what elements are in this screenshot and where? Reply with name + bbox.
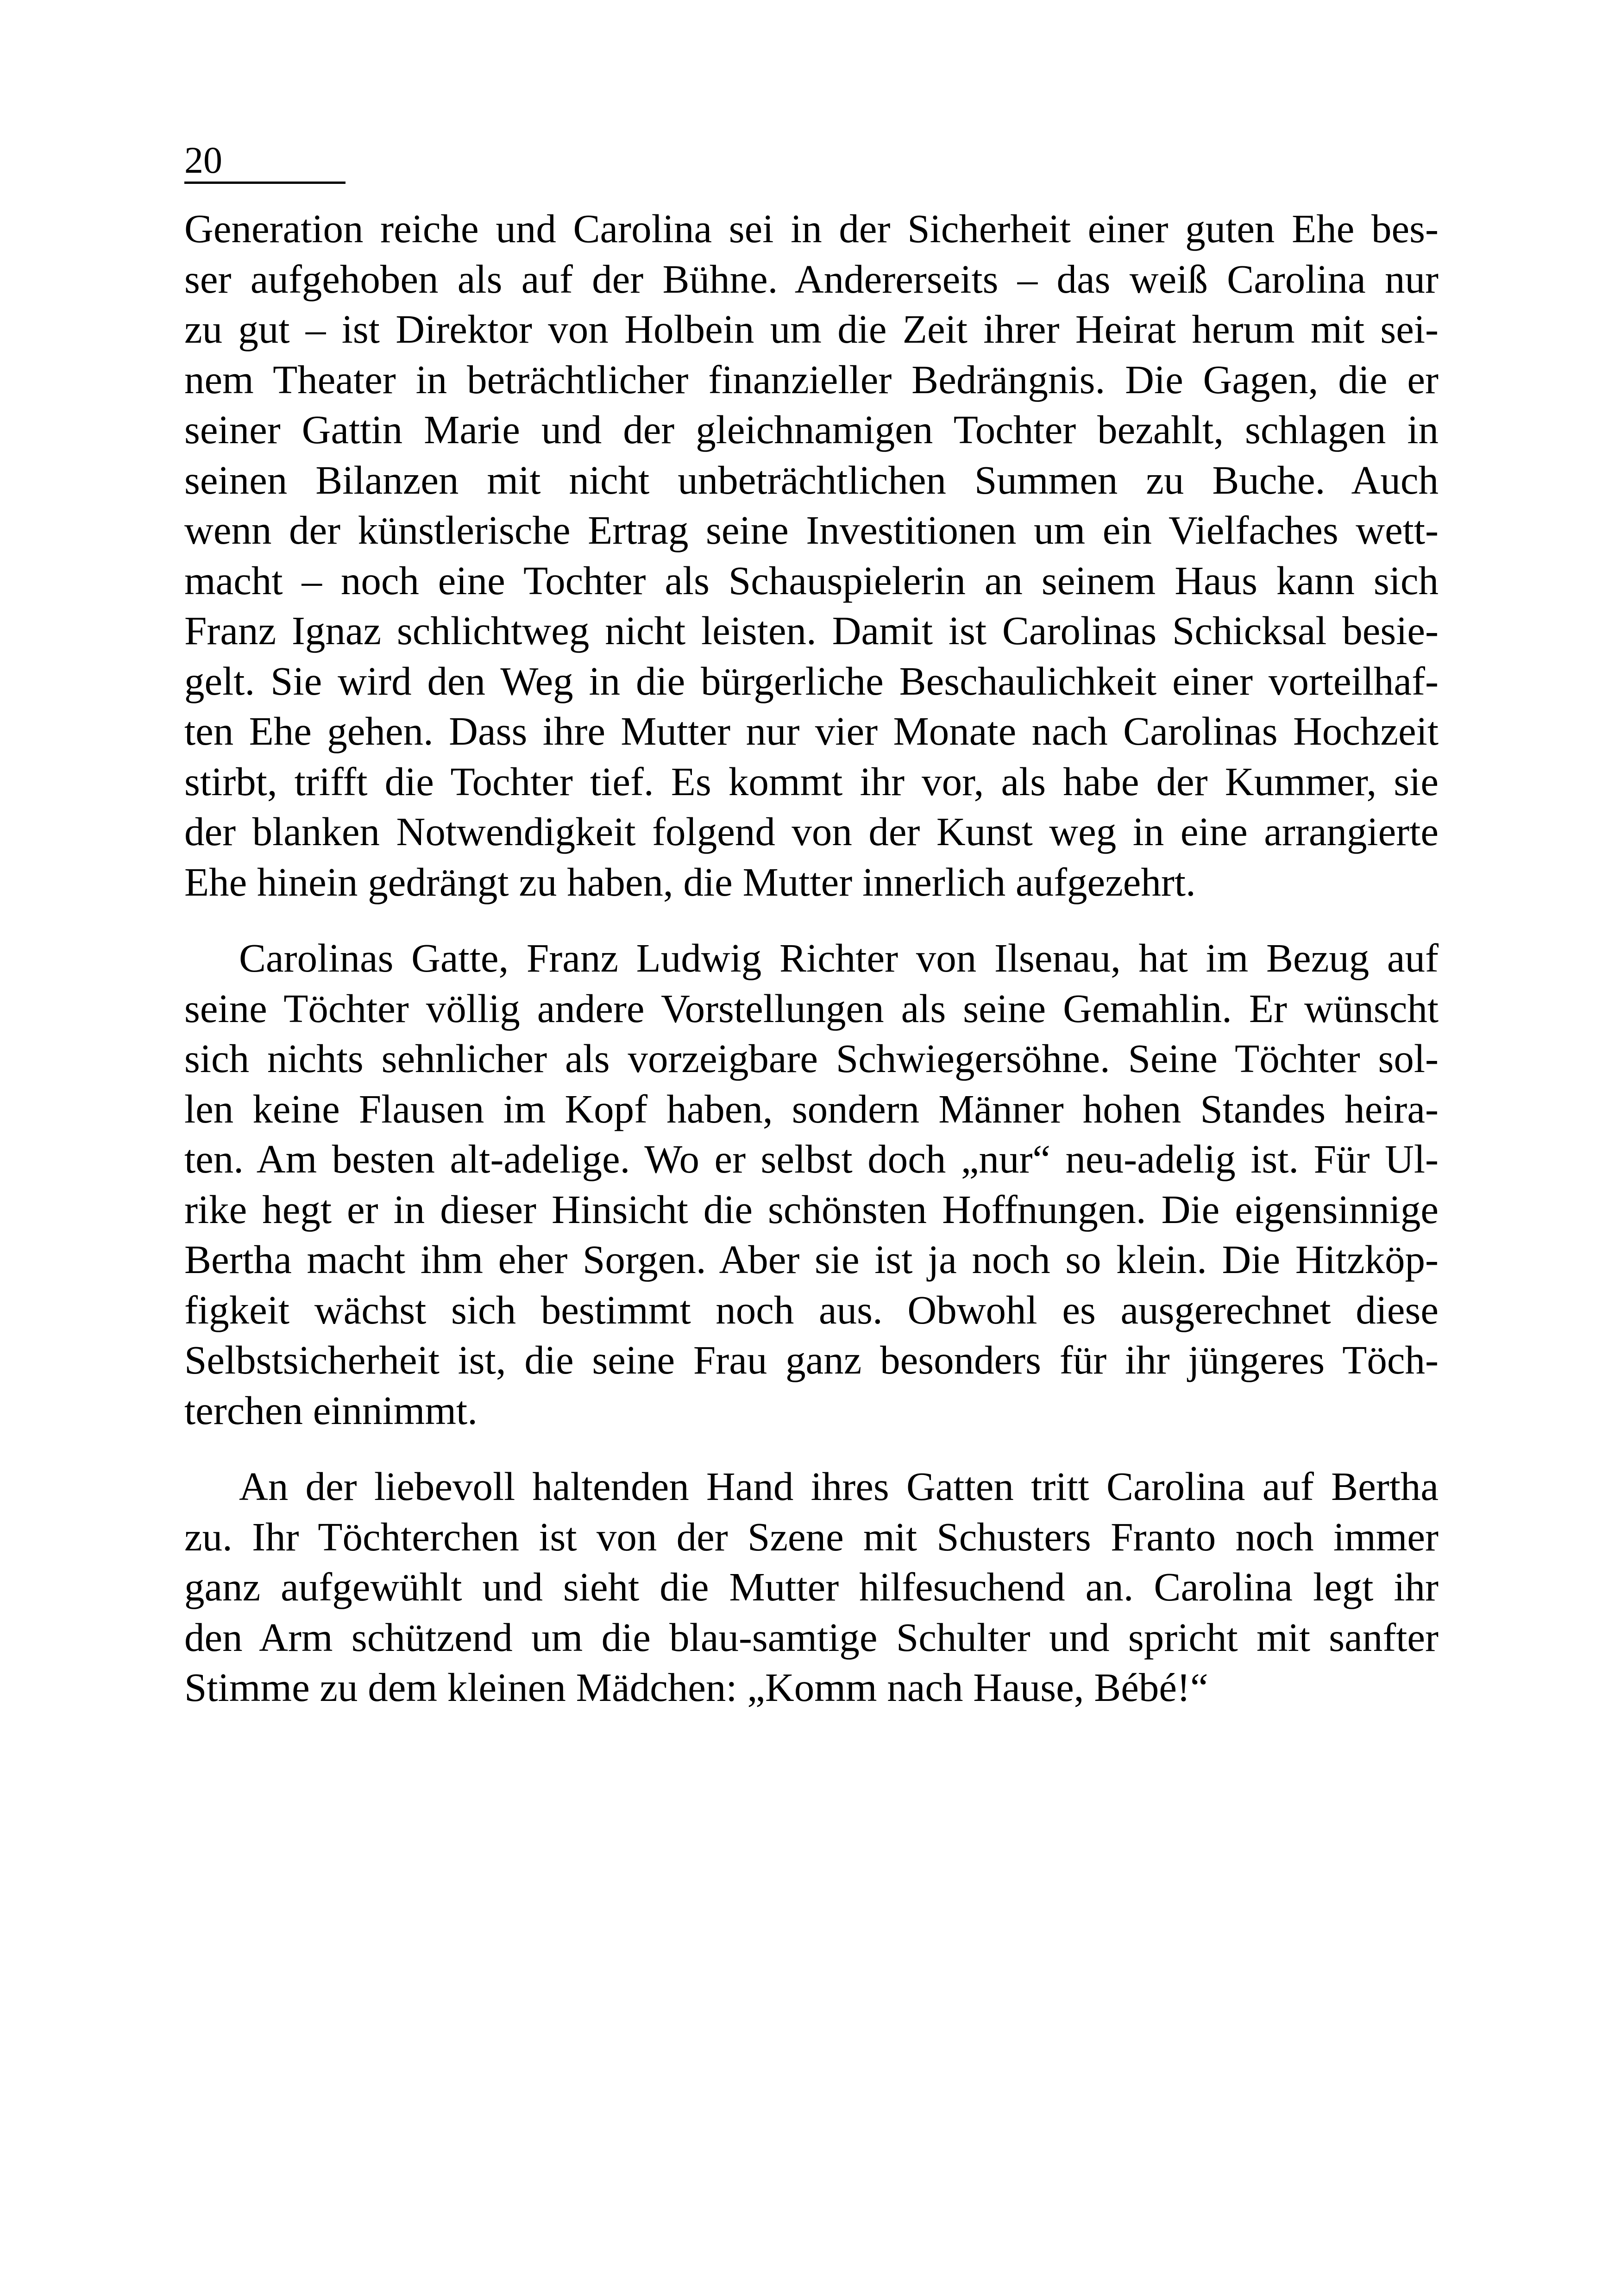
text-line: ganz aufgewühlt und sieht die Mutter hilfesuchend an. Carolina legt ihr — [184, 1564, 1439, 1609]
text-line: rike hegt er in dieser Hinsicht die schönsten Hoffnungen. Die eigensinnige — [184, 1186, 1439, 1232]
text-line: seiner Gattin Marie und der gleichnamigen Tochter bezahlt, schlagen in — [184, 407, 1439, 452]
text-line: zu. Ihr Töchterchen ist von der Szene mit Schusters Franto noch immer — [184, 1514, 1439, 1559]
text-line: Ehe hinein gedrängt zu haben, die Mutter innerlich aufgezehrt. — [184, 859, 1196, 904]
text-line: der blanken Notwendigkeit folgend von der Kunst weg in eine arrangierte — [184, 809, 1439, 854]
text-line: Selbstsicherheit ist, die seine Frau ganz besonders für ihr jüngeres Töch- — [184, 1337, 1439, 1382]
paragraph-spacer — [184, 1436, 1439, 1462]
text-line: Stimme zu dem kleinen Mädchen: „Komm nach Hause, Bébé!“ — [184, 1665, 1208, 1710]
text-line: terchen einnimmt. — [184, 1387, 478, 1433]
paragraph — [184, 1462, 1439, 1713]
text-line: macht – noch eine Tochter als Schauspielerin an seinem Haus kann sich — [184, 558, 1439, 603]
text-line: nem Theater in beträchtlicher finanzieller Bedrängnis. Die Gagen, die er — [184, 357, 1439, 402]
text-line: seinen Bilanzen mit nicht unbeträchtlichen Summen zu Buche. Auch — [184, 457, 1439, 502]
paragraph — [184, 933, 1439, 1436]
text-line: ten. Am besten alt-adelige. Wo er selbst doch „nur“ neu-adelig ist. Für Ul- — [184, 1136, 1439, 1181]
text-line: figkeit wächst sich bestimmt noch aus. Obwohl es ausgerechnet diese — [184, 1287, 1439, 1332]
text-line: sich nichts sehnlicher als vorzeigbare Schwiegersöhne. Seine Töchter sol- — [184, 1036, 1439, 1081]
text-line: Carolinas Gatte, Franz Ludwig Richter von Ilsenau, hat im Bezug auf — [239, 935, 1439, 980]
text-line: An der liebevoll haltenden Hand ihres Gatten tritt Carolina auf Bertha — [239, 1464, 1439, 1509]
text-line: seine Töchter völlig andere Vorstellungen als seine Gemahlin. Er wünscht — [184, 985, 1439, 1031]
text-line: ten Ehe gehen. Dass ihre Mutter nur vier Monate nach Carolinas Hochzeit — [184, 709, 1439, 753]
text-line: ser aufgehoben als auf der Bühne. Andererseits – das weiß Carolina nur — [184, 256, 1439, 301]
page-number: 20 — [184, 139, 222, 181]
text-line: den Arm schützend um die blau-samtige Schulter und spricht mit sanfter — [184, 1614, 1439, 1660]
text-line: Bertha macht ihm eher Sorgen. Aber sie ist ja noch so klein. Die Hitzköp- — [184, 1237, 1439, 1282]
paragraph-spacer — [184, 907, 1439, 933]
text-line: stirbt, trifft die Tochter tief. Es kommt ihr vor, als habe der Kummer, sie — [184, 759, 1439, 804]
text-line: Generation reiche und Carolina sei in der Sicherheit einer guten Ehe bes- — [184, 206, 1439, 251]
text-line: zu gut – ist Direktor von Holbein um die Zeit ihrer Heirat herum mit sei- — [184, 307, 1439, 351]
body-text — [184, 204, 1439, 1713]
text-line: gelt. Sie wird den Weg in die bürgerliche Beschaulichkeit einer vorteilhaf- — [184, 658, 1439, 703]
page-header — [184, 139, 346, 184]
text-line: wenn der künstlerische Ertrag seine Investitionen um ein Vielfaches wett- — [184, 508, 1439, 552]
text-line: len keine Flausen im Kopf haben, sondern Männer hohen Standes heira- — [184, 1086, 1439, 1131]
paragraph — [184, 204, 1439, 907]
text-line: Franz Ignaz schlichtweg nicht leisten. Damit ist Carolinas Schicksal besie- — [184, 608, 1439, 653]
